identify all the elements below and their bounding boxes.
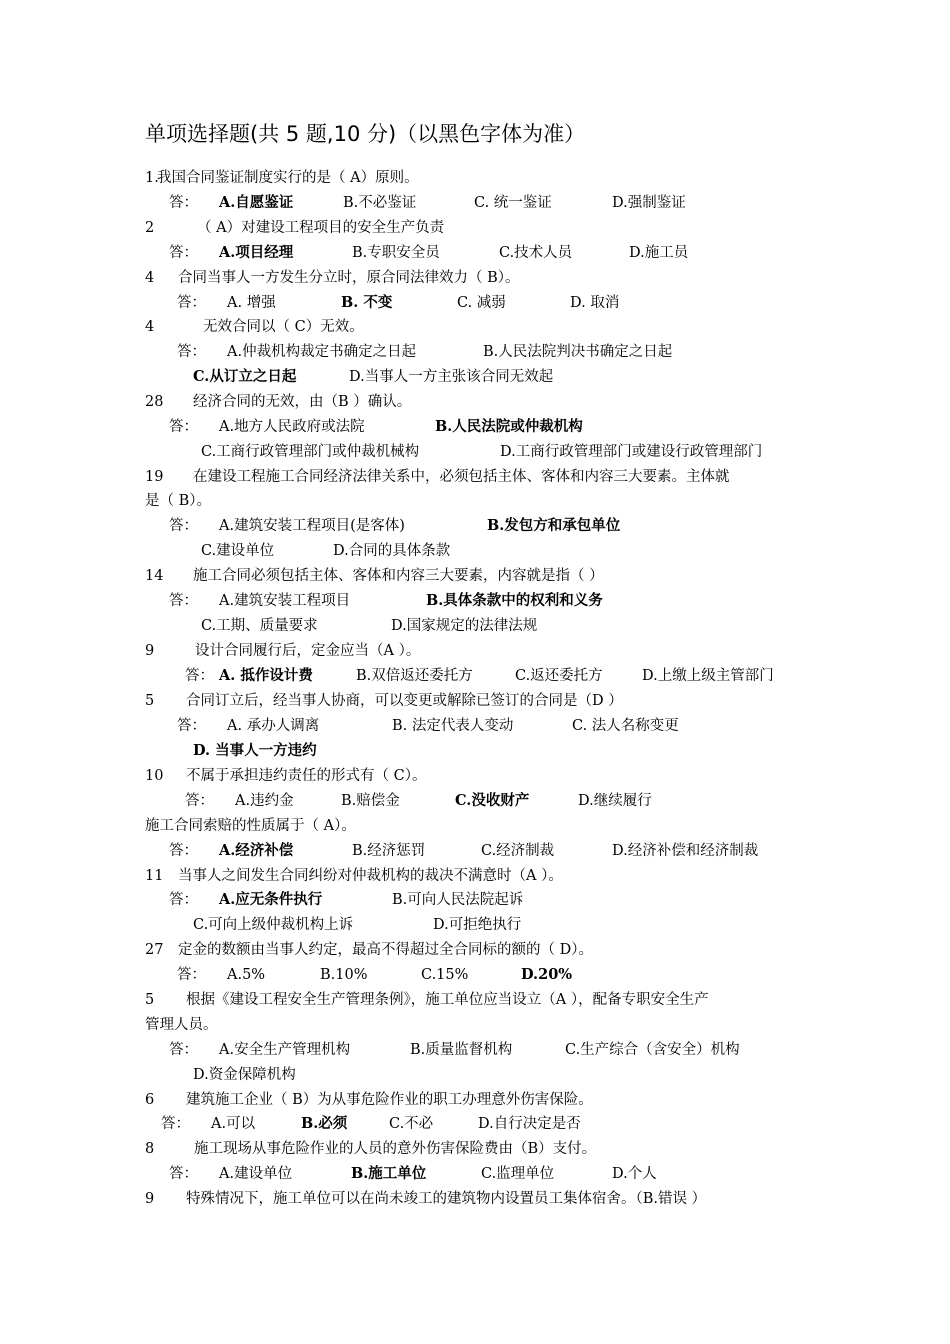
question-text: 设计合同履行后，定金应当（A ）。 xyxy=(195,643,421,659)
question-number: 5 xyxy=(145,992,155,1008)
option: C.15% xyxy=(421,967,469,983)
question-number: 10 xyxy=(145,768,164,784)
option: D.合同的具体条款 xyxy=(333,543,451,559)
answer-label: 答： xyxy=(169,593,198,609)
answer-label: 答： xyxy=(177,967,206,983)
option: C.生产综合（含安全）机构 xyxy=(565,1042,740,1058)
option: B.质量监督机构 xyxy=(410,1042,513,1058)
option: C. 统一鉴证 xyxy=(474,195,552,211)
option: C.从订立之日起 xyxy=(193,368,297,385)
option: C.监理单位 xyxy=(481,1166,555,1182)
question-text: 合同订立后，经当事人协商，可以变更或解除已签订的合同是（D ） xyxy=(186,693,623,709)
option: C. 减弱 xyxy=(457,295,506,311)
page-title: 单项选择题(共 5 题,10 分)（以黑色字体为准） xyxy=(145,122,586,146)
option: B.赔偿金 xyxy=(341,793,400,809)
answer-label: 答： xyxy=(169,843,198,859)
option: D.可拒绝执行 xyxy=(433,917,522,933)
option: B.人民法院或仲裁机构 xyxy=(435,418,583,435)
answer-label: 答： xyxy=(177,718,206,734)
question-text: 建筑施工企业（ B）为从事危险作业的职工办理意外伤害保险。 xyxy=(186,1092,593,1108)
option: D.当事人一方主张该合同无效起 xyxy=(349,369,554,385)
option: D.经济补偿和经济制裁 xyxy=(612,843,759,859)
option: C.返还委托方 xyxy=(515,668,603,684)
question-text: 不属于承担违约责任的形式有（ C）。 xyxy=(186,768,427,784)
option: D.施工员 xyxy=(629,245,689,261)
option: D. 取消 xyxy=(570,295,620,311)
option: A.自愿鉴证 xyxy=(219,194,294,211)
option: D.个人 xyxy=(612,1166,657,1182)
question-number: 2 xyxy=(145,220,155,236)
question-number: 4 xyxy=(145,319,155,335)
question-text: 施工合同必须包括主体、客体和内容三大要素，内容就是指（ ） xyxy=(193,568,604,584)
question-text: 施工现场从事危险作业的人员的意外伤害保险费由（B）支付。 xyxy=(194,1141,597,1157)
question-number: 28 xyxy=(145,394,164,410)
question-number: 27 xyxy=(145,942,164,958)
option: D.强制鉴证 xyxy=(612,195,686,211)
question-number: 19 xyxy=(145,469,164,485)
option: C.不必 xyxy=(389,1116,434,1132)
question-text: 在建设工程施工合同经济法律关系中，必须包括主体、客体和内容三大要素。主体就 xyxy=(193,469,730,485)
question-text: 合同当事人一方发生分立时，原合同法律效力（ B）。 xyxy=(178,270,520,286)
option: D.工商行政管理部门或建设行政管理部门 xyxy=(500,444,763,460)
answer-label: 答： xyxy=(169,1042,198,1058)
question-text: 当事人之间发生合同纠纷对仲裁机构的裁决不满意时（A ）。 xyxy=(178,868,563,884)
question-number: 11 xyxy=(145,868,164,884)
option: A. 承办人调离 xyxy=(227,718,320,734)
question-number: 9 xyxy=(145,643,155,659)
option: C.技术人员 xyxy=(499,245,573,261)
option: C.工期、质量要求 xyxy=(201,618,318,634)
option: D.20% xyxy=(521,966,573,983)
option: B.专职安全员 xyxy=(352,245,440,261)
option: B.10% xyxy=(320,967,368,983)
option: A.仲裁机构裁定书确定之日起 xyxy=(227,344,417,360)
answer-label: 答： xyxy=(169,518,198,534)
option: C.可向上级仲裁机构上诉 xyxy=(193,917,354,933)
option: B.具体条款中的权利和义务 xyxy=(426,592,603,609)
question-text: 我国合同鉴证制度实行的是（ A）原则。 xyxy=(157,170,419,186)
question-text: 施工合同索赔的性质属于（ A）。 xyxy=(145,818,356,834)
option: B.人民法院判决书确定之日起 xyxy=(483,344,673,360)
question-number: 1. xyxy=(145,170,159,186)
option: A.违约金 xyxy=(235,793,294,809)
option: D.资金保障机构 xyxy=(193,1067,296,1083)
answer-label: 答： xyxy=(169,245,198,261)
question-text: 定金的数额由当事人约定，最高不得超过全合同标的额的（ D）。 xyxy=(178,942,593,958)
question-text: 经济合同的无效，由（B ）确认。 xyxy=(193,394,412,410)
question-text: 是（ B）。 xyxy=(145,493,212,509)
option: B. 不变 xyxy=(341,294,393,311)
question-text: 无效合同以（ C）无效。 xyxy=(203,319,364,335)
question-text: 管理人员。 xyxy=(145,1017,218,1033)
option: A.地方人民政府或法院 xyxy=(219,419,365,435)
question-number: 5 xyxy=(145,693,155,709)
option: C.经济制裁 xyxy=(481,843,555,859)
option: C.建设单位 xyxy=(201,543,275,559)
option: B.经济惩罚 xyxy=(352,843,426,859)
option: A.建筑安装工程项目(是客体) xyxy=(219,518,405,534)
question-text: 特殊情况下，施工单位可以在尚未竣工的建筑物内设置员工集体宿舍。（B.错误 ） xyxy=(186,1191,707,1207)
option: B.施工单位 xyxy=(351,1165,427,1182)
answer-label: 答： xyxy=(185,793,214,809)
option: C.工商行政管理部门或仲裁机械构 xyxy=(201,444,420,460)
option: B.发包方和承包单位 xyxy=(487,517,621,534)
option: B.双倍返还委托方 xyxy=(356,668,473,684)
option: A.应无条件执行 xyxy=(219,891,323,908)
question-text: 根据《建设工程安全生产管理条例》，施工单位应当设立（A ），配备专职安全生产 xyxy=(186,992,709,1008)
answer-label: 答： xyxy=(169,419,198,435)
option: C.没收财产 xyxy=(455,792,530,809)
question-number: 6 xyxy=(145,1092,155,1108)
option: A.建筑安装工程项目 xyxy=(219,593,351,609)
question-number: 14 xyxy=(145,568,164,584)
answer-label: 答： xyxy=(169,1166,198,1182)
option: A.建设单位 xyxy=(219,1166,293,1182)
answer-label: 答： xyxy=(169,195,198,211)
option: D. 当事人一方违约 xyxy=(193,742,317,759)
option: A.可以 xyxy=(211,1116,256,1132)
option: A. 抵作设计费 xyxy=(219,667,313,684)
option: A.经济补偿 xyxy=(219,842,294,859)
option: D.继续履行 xyxy=(578,793,652,809)
answer-label: 答： xyxy=(177,295,206,311)
option: B. 法定代表人变动 xyxy=(392,718,514,734)
option: B.可向人民法院起诉 xyxy=(392,892,524,908)
option: D.国家规定的法律法规 xyxy=(391,618,538,634)
option: B.不必鉴证 xyxy=(343,195,417,211)
option: D.自行决定是否 xyxy=(478,1116,581,1132)
option: A.5% xyxy=(227,967,266,983)
option: A.项目经理 xyxy=(219,244,294,261)
answer-label: 答： xyxy=(185,668,214,684)
option: A. 增强 xyxy=(227,295,276,311)
answer-label: 答： xyxy=(161,1116,190,1132)
option: C. 法人名称变更 xyxy=(572,718,679,734)
question-number: 4 xyxy=(145,270,155,286)
question-text: （ A）对建设工程项目的安全生产负责 xyxy=(197,220,445,236)
answer-label: 答： xyxy=(169,892,198,908)
option: B.必须 xyxy=(301,1115,348,1132)
option: A.安全生产管理机构 xyxy=(219,1042,351,1058)
option: D.上缴上级主管部门 xyxy=(642,668,774,684)
answer-label: 答： xyxy=(177,344,206,360)
question-number: 9 xyxy=(145,1191,155,1207)
question-number: 8 xyxy=(145,1141,155,1157)
